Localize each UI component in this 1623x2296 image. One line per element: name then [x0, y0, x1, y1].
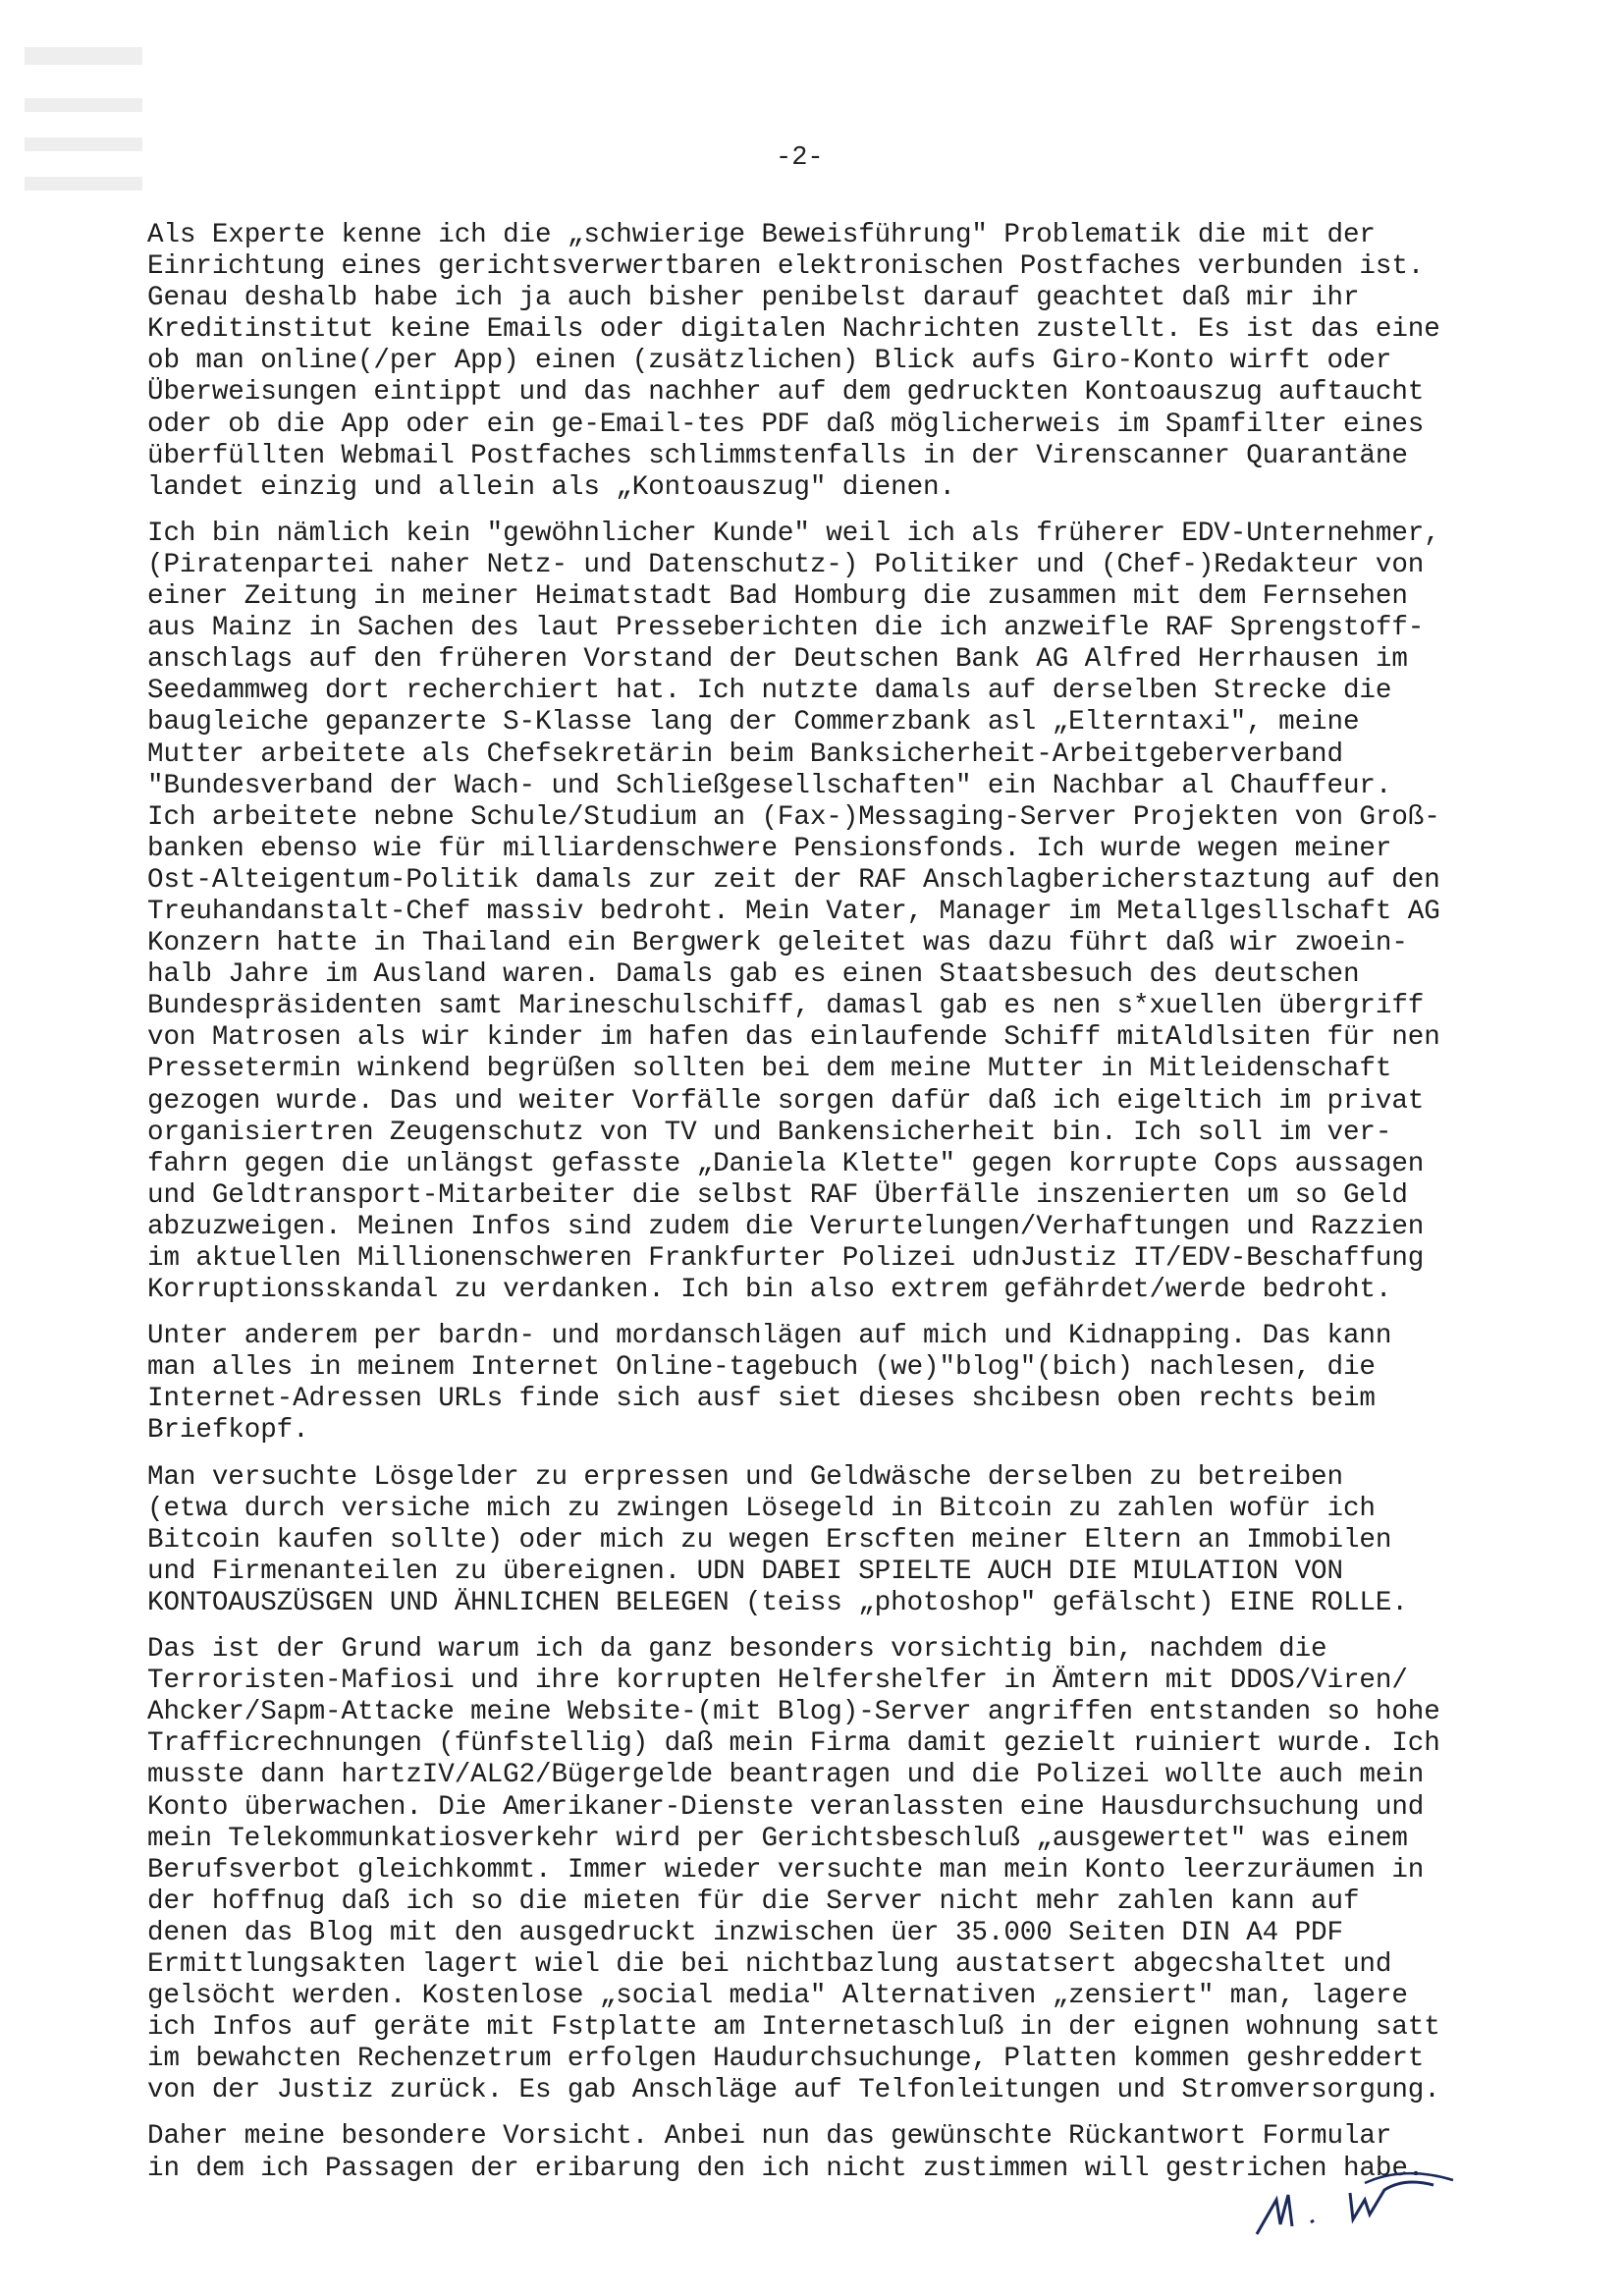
- text-line: ich Infos auf geräte mit Fstplatte am Internetaschluß in der eignen wohnung satt: [147, 2012, 1440, 2044]
- text-line: Als Experte kenne ich die „schwierige Beweisführung" Problematik die mit der: [147, 220, 1376, 250]
- text-line: im aktuellen Millionenschweren Frankfurter Polizei udnJustiz IT/EDV-Beschaffung: [147, 1243, 1425, 1274]
- paragraph: [147, 1634, 1440, 2106]
- text-line: Daher meine besondere Vorsicht. Anbei nun das gewünschte Rückantwort Formular: [147, 2121, 1392, 2153]
- page-number: -2-: [776, 143, 824, 173]
- text-line: gezogen wurde. Das und weiter Vorfälle sorgen dafür daß ich eigeltich im privat: [147, 1085, 1425, 1117]
- text-line: halb Jahre im Ausland waren. Damals gab es einen Staatsbesuch des deutschen: [147, 959, 1360, 991]
- text-line: Genau deshalb habe ich ja auch bisher penibelst darauf geachtet daß mir ihr: [147, 283, 1360, 314]
- text-line: von Matrosen als wir kinder im hafen das einlaufende Schiff mitAldlsiten für nen: [147, 1022, 1440, 1054]
- text-line: Ermittlungsakten lagert wiel die bei nichtbazlung austatsert abgecshaltet und: [147, 1948, 1392, 1980]
- text-line: Konto überwachen. Die Amerikaner-Dienste veranlassten eine Hausdurchsuchung und: [147, 1791, 1425, 1823]
- text-line: KONTOAUSZÜSGEN UND ÄHNLICHEN BELEGEN (teiss „photoshop" gefälscht) EINE ROLLE.: [147, 1587, 1408, 1618]
- paragraph: [147, 220, 1440, 504]
- text-line: anschlags auf den früheren Vorstand der Deutschen Bank AG Alfred Herrhausen im: [147, 644, 1408, 676]
- text-line: mein Telekommunkatiosverkehr wird per Gerichtsbeschluß „ausgewertet" was einem: [147, 1823, 1408, 1854]
- paragraph: [147, 1321, 1440, 1447]
- text-line: überfüllten Webmail Postfaches schlimmstenfalls in der Virenscanner Quarantäne: [147, 440, 1408, 471]
- text-line: Bitcoin kaufen sollte) oder mich zu wegen Erscften meiner Eltern an Immobilen: [147, 1524, 1392, 1556]
- text-line: Einrichtung eines gerichtsverwertbaren elektronischen Postfaches verbunden ist.: [147, 251, 1425, 283]
- text-line: Seedammweg dort recherchiert hat. Ich nutzte damals auf derselben Strecke die: [147, 676, 1392, 707]
- text-line: organisiertren Zeugenschutz von TV und Bankensicherheit bin. Ich soll im ver-: [147, 1117, 1392, 1148]
- text-line: Pressetermin winkend begrüßen sollten bei dem meine Mutter in Mitleidenschaft: [147, 1054, 1392, 1085]
- text-line: und Geldtransport-Mitarbeiter die selbst RAF Überfälle inszenierten um so Geld: [147, 1179, 1408, 1211]
- text-line: fahrn gegen die unlängst gefasste „Daniela Klette" gegen korrupte Cops aussagen: [147, 1148, 1425, 1179]
- text-line: Mutter arbeitete als Chefsekretärin beim Banksicherheit-Arbeitgeberverband: [147, 738, 1343, 770]
- text-line: im bewahcten Rechenzetrum erfolgen Haudurchsuchunge, Platten kommen geshreddert: [147, 2044, 1425, 2075]
- text-line: Ich bin nämlich kein "gewöhnlicher Kunde" weil ich als früherer EDV-Unternehmer,: [147, 518, 1440, 549]
- text-line: und Firmenanteilen zu übereignen. UDN DABEI SPIELTE AUCH DIE MIULATION VON: [147, 1556, 1343, 1587]
- text-line: abzuzweigen. Meinen Infos sind zudem die Verurtelungen/Verhaftungen und Razzien: [147, 1211, 1425, 1242]
- paragraph: [147, 1462, 1440, 1619]
- text-line: Ich arbeitete nebne Schule/Studium an (Fax-)Messaging-Server Projekten von Groß-: [147, 801, 1440, 833]
- text-line: baugleiche gepanzerte S-Klasse lang der Commerzbank asl „Elterntaxi", meine: [147, 707, 1360, 738]
- letter-body: [147, 220, 1440, 2200]
- text-line: Bundespräsidenten samt Marineschulschiff, damasl gab es nen s*xuellen übergriff: [147, 991, 1425, 1022]
- text-line: man alles in meinem Internet Online-tagebuch (we)"blog"(bich) nachlesen, die: [147, 1352, 1376, 1384]
- text-line: Ost-Alteigentum-Politik damals zur zeit der RAF Anschlagbericherstaztung auf den: [147, 864, 1440, 896]
- text-line: von der Justiz zurück. Es gab Anschläge auf Telfonleitungen und Stromversorgung.: [147, 2075, 1440, 2106]
- text-line: Treuhandanstalt-Chef massiv bedroht. Mein Vater, Manager im Metallgesllschaft AG: [147, 896, 1440, 927]
- text-line: landet einzig und allein als „Kontoauszug" dienen.: [147, 471, 955, 503]
- text-line: Überweisungen eintippt und das nachher auf dem gedruckten Kontoauszug auftaucht: [147, 377, 1425, 409]
- text-line: Terroristen-Mafiosi und ihre korrupten Helfershelfer in Ämtern mit DDOS/Viren/: [147, 1666, 1408, 1697]
- text-line: Kreditinstitut keine Emails oder digitalen Nachrichten zustellt. Es ist das eine: [147, 314, 1440, 346]
- text-line: Unter anderem per bardn- und mordanschlägen auf mich und Kidnapping. Das kann: [147, 1321, 1392, 1352]
- text-line: Trafficrechnungen (fünfstellig) daß mein Firma damit gezielt ruiniert wurde. Ich: [147, 1728, 1440, 1760]
- text-line: musste dann hartzIV/ALG2/Bügergelde beantragen und die Polizei wollte auch mein: [147, 1760, 1425, 1791]
- text-line: denen das Blog mit den ausgedruckt inzwischen üer 35.000 Seiten DIN A4 PDF: [147, 1917, 1343, 1948]
- text-line: "Bundesverband der Wach- und Schließgesellschaften" ein Nachbar al Chauffeur.: [147, 770, 1392, 801]
- text-line: banken ebenso wie für milliardenschwere Pensionsfonds. Ich wurde wegen meiner: [147, 833, 1392, 864]
- text-line: ob man online(/per App) einen (zusätzlichen) Blick aufs Giro-Konto wirft oder: [147, 346, 1392, 377]
- text-line: Korruptionsskandal zu verdanken. Ich bin also extrem gefährdet/werde bedroht.: [147, 1275, 1392, 1306]
- text-line: Internet-Adressen URLs finde sich ausf siet dieses shcibesn oben rechts beim: [147, 1384, 1376, 1415]
- text-line: Konzern hatte in Thailand ein Bergwerk geleitet was dazu führt daß wir zwoein-: [147, 928, 1408, 959]
- text-line: gelsöcht werden. Kostenlose „social media" Alternativen „zensiert" man, lagere: [147, 1981, 1408, 2012]
- text-line: oder ob die App oder ein ge-Email-tes PDF daß möglicherweis im Spamfilter eines: [147, 409, 1425, 440]
- text-line: Briefkopf.: [147, 1415, 309, 1447]
- text-line: der hoffnug daß ich so die mieten für die Server nicht mehr zahlen kann auf: [147, 1886, 1360, 1917]
- handwritten-signature: [1237, 2165, 1492, 2254]
- text-line: Das ist der Grund warum ich da ganz besonders vorsichtig bin, nachdem die: [147, 1634, 1327, 1666]
- text-line: (etwa durch versiche mich zu zwingen Lösegeld in Bitcoin zu zahlen wofür ich: [147, 1493, 1376, 1524]
- text-line: Berufsverbot gleichkommt. Immer wieder versuchte man mein Konto leerzuräumen in: [147, 1854, 1425, 1886]
- text-line: Man versuchte Lösgelder zu erpressen und Geldwäsche derselben zu betreiben: [147, 1461, 1343, 1493]
- text-line: (Piratenpartei naher Netz- und Datenschutz-) Politiker und (Chef-)Redakteur von: [147, 549, 1425, 580]
- text-line: Ahcker/Sapm-Attacke meine Website-(mit Blog)-Server angriffen entstanden so hohe: [147, 1697, 1440, 1728]
- paragraph: [147, 519, 1440, 1306]
- text-line: einer Zeitung in meiner Heimatstadt Bad Homburg die zusammen mit dem Fernsehen: [147, 581, 1408, 613]
- text-line: aus Mainz in Sachen des laut Presseberichten die ich anzweifle RAF Sprengstoff-: [147, 613, 1425, 644]
- text-line: in dem ich Passagen der eribarung den ich nicht zustimmen will gestrichen habe.: [147, 2153, 1425, 2184]
